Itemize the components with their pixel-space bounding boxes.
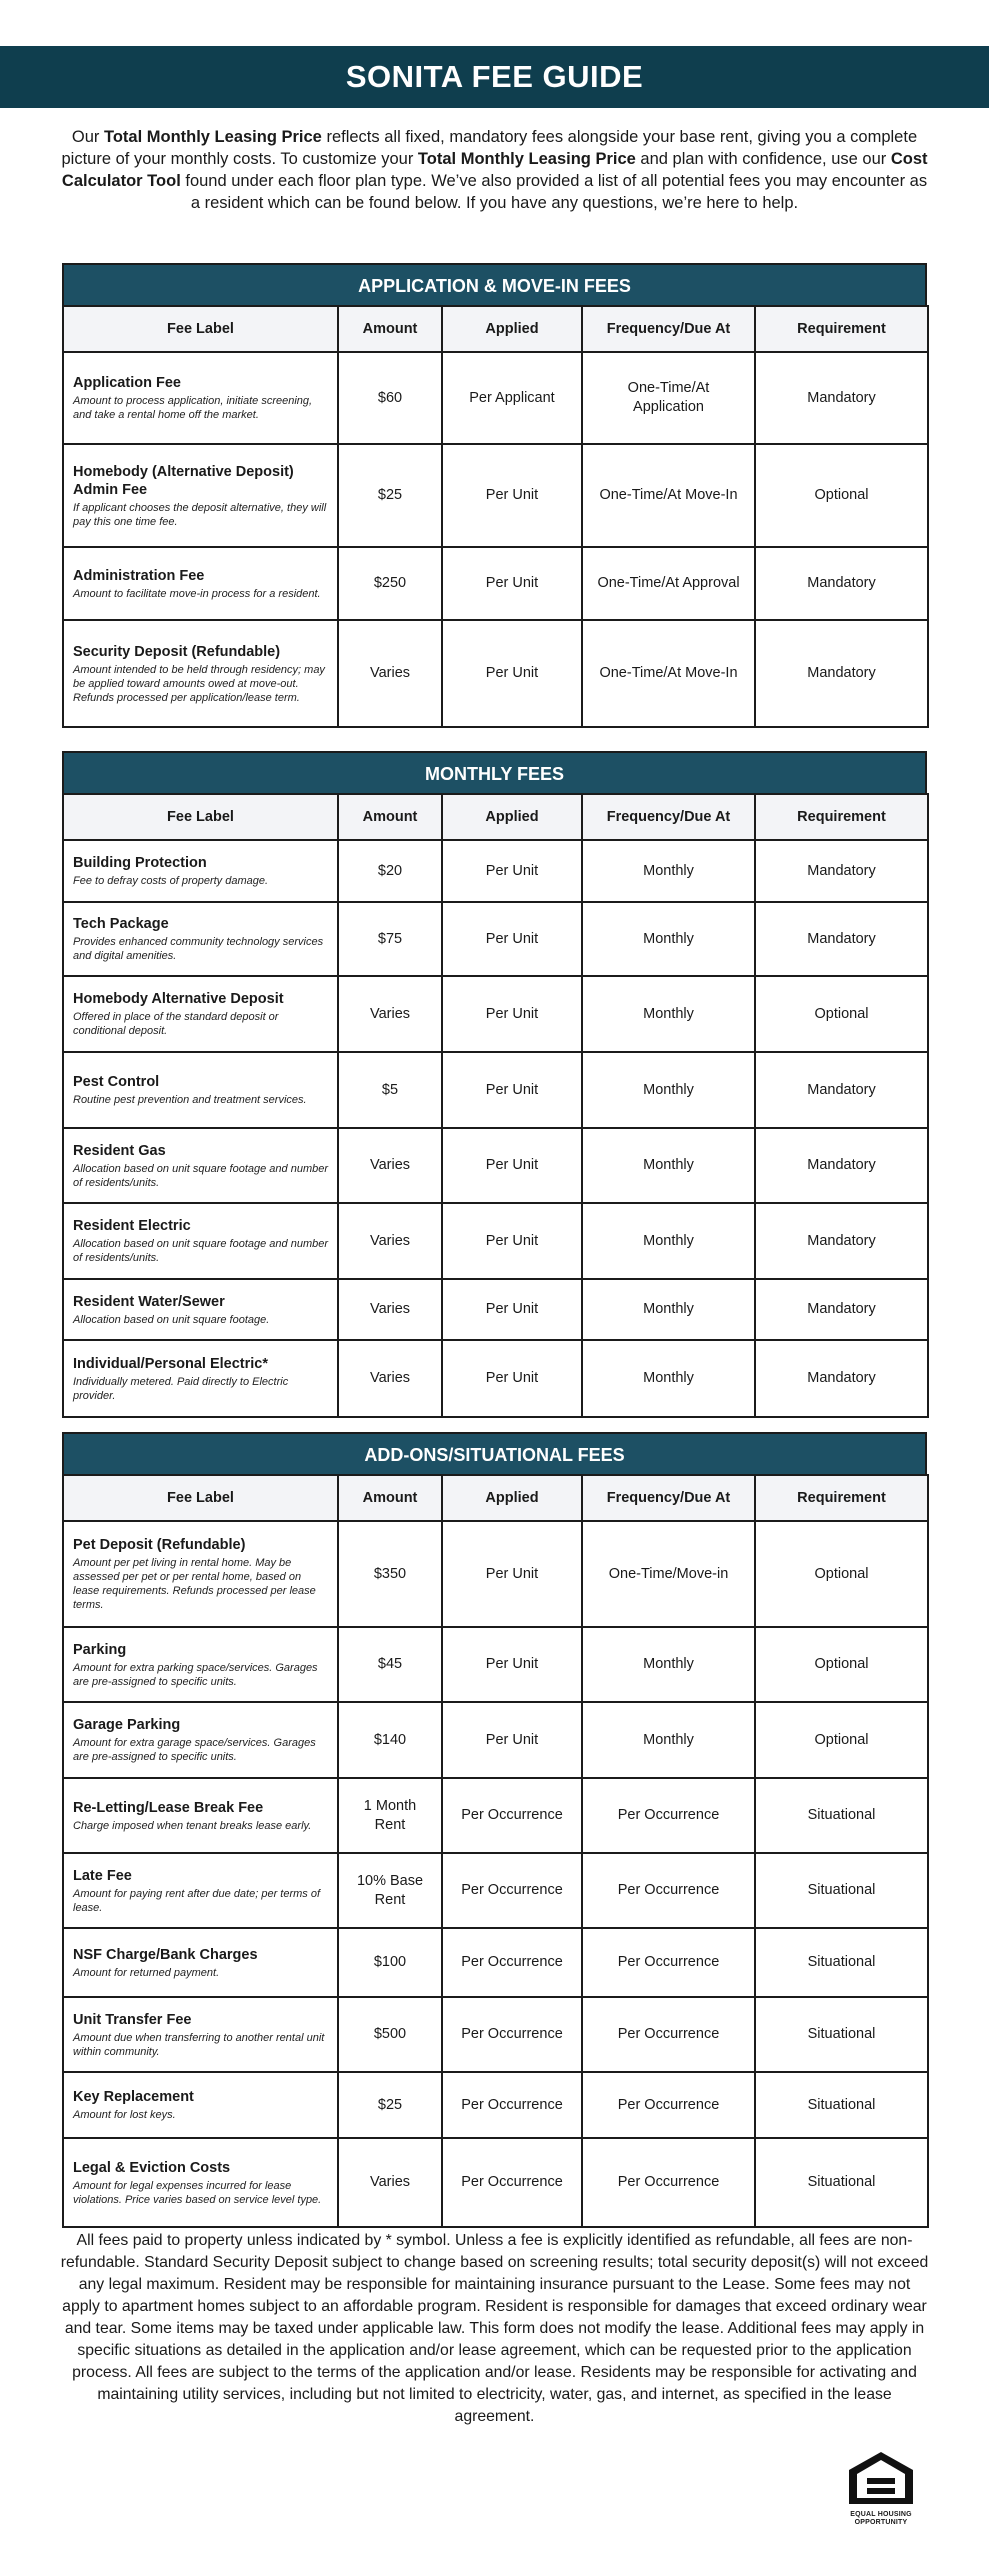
fee-frequency: One-Time/Move-in <box>608 1565 729 1582</box>
fee-applied-cell <box>442 1521 582 1627</box>
fee-label-cell <box>63 1997 338 2072</box>
fee-requirement-cell <box>755 976 928 1052</box>
fee-requirement-cell <box>755 1279 928 1340</box>
fee-requirement: Optional <box>814 1005 869 1022</box>
fee-description: Provides enhanced community technology services and digital amenities. <box>73 936 324 962</box>
logo-caption-2: OPPORTUNITY <box>854 2519 908 2526</box>
fee-description: Routine pest prevention and treatment services. <box>73 1094 307 1106</box>
fee-amount: $75 <box>377 930 403 947</box>
fee-applied-cell <box>442 1853 582 1928</box>
fee-amount: $25 <box>377 2096 403 2113</box>
fee-frequency-cell <box>582 840 755 902</box>
fee-applied: Per Occurrence <box>461 2174 563 2190</box>
fee-requirement-cell <box>755 1928 928 1997</box>
page-title: SONITA FEE GUIDE <box>345 59 644 94</box>
fee-frequency: Monthly <box>643 1005 694 1022</box>
fee-requirement: Situational <box>807 1954 876 1970</box>
fee-amount: $100 <box>373 1954 407 1970</box>
fee-amount-cell <box>338 1052 442 1128</box>
fee-name: Individual/Personal Electric* <box>73 1355 269 1372</box>
fee-name: NSF Charge/Bank Charges <box>73 1946 258 1963</box>
fee-applied-cell <box>442 1627 582 1702</box>
fee-label-cell <box>63 976 338 1052</box>
column-header-row <box>63 1475 928 1521</box>
table-row <box>63 1128 928 1203</box>
section-monthly-fees <box>62 751 927 1418</box>
fee-frequency: Monthly <box>643 1656 694 1672</box>
fee-amount: Varies <box>369 1157 411 1173</box>
fee-name: Pest Control <box>73 1074 160 1090</box>
fee-label-cell <box>63 1052 338 1128</box>
fee-amount: $20 <box>377 862 403 879</box>
fee-label-cell <box>63 1203 338 1279</box>
table-row <box>63 1997 928 2072</box>
fee-frequency: One-Time/At Move-In <box>599 665 738 681</box>
fee-requirement-cell <box>755 1997 928 2072</box>
fee-name: Homebody (Alternative Deposit) Admin Fee <box>73 463 294 498</box>
fee-requirement-cell <box>755 1853 928 1928</box>
table-row <box>63 1778 928 1853</box>
column-header-label: Fee Label <box>63 1475 338 1521</box>
intro-paragraph <box>58 126 931 214</box>
fee-frequency: Per Occurrence <box>617 1954 720 1970</box>
fee-amount: Varies <box>369 1232 411 1249</box>
fee-requirement: Optional <box>814 1565 869 1582</box>
fee-description: Amount per pet living in rental home. May be assessed per pet or per rental home, based on lease requirements. Refunds processed per lease terms. <box>73 1557 316 1611</box>
table-row <box>63 2138 928 2227</box>
section-add-ons-situational <box>62 1432 927 2228</box>
fee-name: Administration Fee <box>73 567 205 584</box>
equal-housing-logo <box>843 2450 919 2526</box>
table-row <box>63 1928 928 1997</box>
fee-name: Garage Parking <box>73 1717 181 1733</box>
table-row <box>63 976 928 1052</box>
fee-requirement-cell <box>755 1627 928 1702</box>
fee-frequency: Monthly <box>643 930 694 947</box>
table-row <box>63 2072 928 2138</box>
intro-bold-1: Total Monthly Leasing Price <box>103 128 322 146</box>
section-application-move-in <box>62 263 927 728</box>
fee-applied: Per Applicant <box>469 389 555 406</box>
fee-amount-cell <box>338 352 442 444</box>
fee-requirement: Mandatory <box>807 1370 876 1386</box>
fee-frequency-cell <box>582 1128 755 1203</box>
fee-applied: Per Occurrence <box>461 2026 563 2042</box>
fee-requirement: Mandatory <box>807 862 876 879</box>
fee-name: Homebody Alternative Deposit <box>73 991 284 1007</box>
fee-name: Key Replacement <box>73 2089 194 2105</box>
fee-table <box>62 1474 929 2228</box>
column-header-frequency: Frequency/Due At <box>582 306 755 352</box>
fee-frequency: Monthly <box>643 1081 694 1098</box>
fee-applied-cell <box>442 1052 582 1128</box>
fee-amount: $500 <box>373 2026 407 2042</box>
fee-requirement: Mandatory <box>807 1081 876 1098</box>
fee-name: Pet Deposit (Refundable) <box>73 1537 246 1553</box>
fee-frequency: One-Time/At Approval <box>597 575 740 591</box>
table-row <box>63 1203 928 1279</box>
fee-frequency: Monthly <box>643 1731 694 1748</box>
fee-amount-cell <box>338 1778 442 1853</box>
fee-amount-cell <box>338 1627 442 1702</box>
fee-applied: Per Occurrence <box>461 1954 563 1970</box>
fee-requirement: Situational <box>807 1807 876 1823</box>
fee-description: Allocation based on unit square footage. <box>73 1313 270 1326</box>
fee-amount: $140 <box>373 1731 407 1748</box>
fee-applied: Per Unit <box>485 665 539 681</box>
fee-name: Resident Water/Sewer <box>73 1293 225 1310</box>
table-row <box>63 840 928 902</box>
fee-amount: Varies <box>369 1301 411 1317</box>
fee-applied: Per Unit <box>485 1005 539 1022</box>
fee-requirement-cell <box>755 620 928 727</box>
fee-amount-cell <box>338 1128 442 1203</box>
fee-frequency-cell <box>582 1928 755 1997</box>
fee-applied: Per Unit <box>485 1081 539 1098</box>
fee-requirement: Mandatory <box>807 1301 876 1317</box>
fee-amount: $5 <box>381 1081 399 1098</box>
fee-description: Individually metered. Paid directly to Electric provider. <box>73 1375 289 1402</box>
fee-requirement-cell <box>755 2072 928 2138</box>
fee-name: Legal & Eviction Costs <box>73 2159 231 2176</box>
column-header-applied: Applied <box>442 794 582 840</box>
fee-amount-cell <box>338 1203 442 1279</box>
intro-text-1: Our <box>71 128 104 146</box>
fee-requirement: Mandatory <box>807 1232 876 1249</box>
fee-amount-cell <box>338 1702 442 1778</box>
fee-applied-cell <box>442 902 582 976</box>
fee-description: Fee to defray costs of property damage. <box>73 875 269 887</box>
fee-applied: Per Unit <box>485 1301 539 1317</box>
fee-amount-cell <box>338 1853 442 1928</box>
fee-applied-cell <box>442 1279 582 1340</box>
fee-applied-cell <box>442 1702 582 1778</box>
fee-frequency-cell <box>582 1521 755 1627</box>
fee-frequency-cell <box>582 1203 755 1279</box>
fee-amount-cell <box>338 547 442 620</box>
section-title: ADD-ONS/SITUATIONAL FEES <box>62 1432 927 1474</box>
section-title: MONTHLY FEES <box>62 751 927 793</box>
fee-amount: $45 <box>377 1656 403 1672</box>
fee-applied-cell <box>442 1997 582 2072</box>
fee-requirement: Situational <box>807 2174 876 2190</box>
fee-name: Unit Transfer Fee <box>73 2011 192 2028</box>
fee-requirement: Situational <box>807 1882 876 1898</box>
column-header-requirement: Requirement <box>755 794 928 840</box>
table-row <box>63 352 928 444</box>
fee-applied: Per Unit <box>485 1656 539 1672</box>
column-header-label: Fee Label <box>63 306 338 352</box>
logo-caption-1: EQUAL HOUSING <box>850 2511 912 2518</box>
fee-requirement-cell <box>755 1128 928 1203</box>
table-row <box>63 1279 928 1340</box>
fee-label-cell <box>63 444 338 547</box>
fee-amount: $25 <box>377 487 403 503</box>
column-header-applied: Applied <box>442 306 582 352</box>
fee-label-cell <box>63 1340 338 1417</box>
fee-name: Resident Gas <box>73 1142 166 1159</box>
fee-amount: Varies <box>369 2174 411 2190</box>
fee-frequency-cell <box>582 1340 755 1417</box>
fee-applied: Per Occurrence <box>461 1807 563 1823</box>
fee-requirement-cell <box>755 1778 928 1853</box>
fee-description: Amount due when transferring to another rental unit within community. <box>73 2031 325 2058</box>
fee-label-cell <box>63 1853 338 1928</box>
disclaimer-text: All fees paid to property unless indicated by * symbol. Unless a fee is explicitly identified as refundable, all fees are non-refundable. Standard Security Deposit subject to change based on screening results; total security deposit(s) will not exceed any legal maximum. Resident may be responsible for maintaining insurance pursuant to the Lease. Some fees may not apply to apartment homes subject to an affordable program. Resident is responsible for damages that exceed ordinary wear and tear. Some items may be taxed under applicable law. This form does not modify the lease. Additional fees may apply in specific situations as detailed in the application and/or lease agreement, which can be requested prior to the application process. All fees are subject to the terms of the application and/or lease. Residents may be responsible for activating and maintaining utility services, including but not limited to electricity, water, gas, and internet, as specified in the lease agreement. <box>60 2232 929 2425</box>
fee-applied-cell <box>442 547 582 620</box>
fee-frequency-cell <box>582 1778 755 1853</box>
fee-requirement-cell <box>755 1203 928 1279</box>
fee-label-cell <box>63 902 338 976</box>
table-row <box>63 1853 928 1928</box>
fee-amount-cell <box>338 1340 442 1417</box>
fee-description: Amount for paying rent after due date; per terms of lease. <box>73 1887 321 1914</box>
fee-name: Resident Electric <box>73 1218 191 1234</box>
column-header-amount: Amount <box>338 1475 442 1521</box>
fee-frequency: Per Occurrence <box>617 1882 720 1898</box>
fee-label-cell <box>63 840 338 902</box>
fee-frequency-cell <box>582 1279 755 1340</box>
fee-amount: $60 <box>377 389 403 406</box>
fee-label-cell <box>63 352 338 444</box>
fee-label-cell <box>63 1928 338 1997</box>
fee-frequency-cell <box>582 2072 755 2138</box>
fee-applied-cell <box>442 1928 582 1997</box>
fee-amount: Varies <box>369 665 411 681</box>
table-row <box>63 444 928 547</box>
fee-frequency-cell <box>582 902 755 976</box>
intro-text-4: found under each floor plan type. We’ve also provided a list of all potential fees you may encounter as a resident which can be found below. If you have any questions, we’re here to help. <box>180 172 928 212</box>
fee-table <box>62 793 929 1418</box>
fee-requirement: Mandatory <box>807 665 876 681</box>
fee-name: Tech Package <box>73 916 169 932</box>
fee-amount-cell <box>338 1928 442 1997</box>
fee-description: Allocation based on unit square footage and number of residents/units. <box>73 1238 329 1264</box>
fee-frequency: Monthly <box>643 1301 694 1317</box>
table-row <box>63 547 928 620</box>
fee-description: Amount to facilitate move-in process for a resident. <box>73 587 321 600</box>
fee-requirement-cell <box>755 1702 928 1778</box>
column-header-row <box>63 794 928 840</box>
fee-amount-cell <box>338 976 442 1052</box>
fee-frequency-cell <box>582 2138 755 2227</box>
fee-frequency: Monthly <box>643 1232 694 1249</box>
fee-applied: Per Unit <box>485 1232 539 1249</box>
fee-amount-cell <box>338 1997 442 2072</box>
fee-requirement-cell <box>755 1340 928 1417</box>
fee-description: Allocation based on unit square footage and number of residents/units. <box>73 1162 329 1189</box>
fee-applied: Per Unit <box>485 1565 539 1582</box>
table-row <box>63 1702 928 1778</box>
fee-requirement-cell <box>755 2138 928 2227</box>
fee-label-cell <box>63 1128 338 1203</box>
fee-description: If applicant chooses the deposit alternative, they will pay this one time fee. <box>73 501 327 528</box>
fee-requirement: Mandatory <box>807 389 876 406</box>
fee-name: Late Fee <box>73 1867 132 1884</box>
intro-bold-2: Total Monthly Leasing Price <box>417 150 636 168</box>
fee-applied: Per Unit <box>485 487 539 503</box>
fee-frequency-cell <box>582 444 755 547</box>
fee-amount-cell <box>338 902 442 976</box>
fee-amount-cell <box>338 840 442 902</box>
fee-amount-cell <box>338 1521 442 1627</box>
fee-applied: Per Occurrence <box>461 2096 563 2113</box>
fee-amount-cell <box>338 2138 442 2227</box>
fee-label-cell <box>63 1279 338 1340</box>
fee-amount: Varies <box>369 1370 411 1386</box>
fee-applied: Per Unit <box>485 575 539 591</box>
fee-amount: $350 <box>373 1565 407 1582</box>
fee-applied-cell <box>442 2072 582 2138</box>
fee-frequency: One-Time/At Application <box>627 380 710 415</box>
table-row <box>63 902 928 976</box>
fee-table <box>62 305 929 728</box>
fee-requirement-cell <box>755 1521 928 1627</box>
fee-amount-cell <box>338 2072 442 2138</box>
intro-bold-3: Cost Calculator Tool <box>61 150 928 190</box>
fee-amount-cell <box>338 1279 442 1340</box>
fee-requirement: Optional <box>814 1656 869 1672</box>
column-header-amount: Amount <box>338 306 442 352</box>
fee-applied-cell <box>442 2138 582 2227</box>
column-header-amount: Amount <box>338 794 442 840</box>
equal-housing-icon <box>845 2450 917 2506</box>
fee-amount: 10% Base Rent <box>356 1872 424 1908</box>
fee-requirement-cell <box>755 352 928 444</box>
fee-frequency-cell <box>582 1702 755 1778</box>
fee-applied-cell <box>442 620 582 727</box>
table-row <box>63 1627 928 1702</box>
column-header-requirement: Requirement <box>755 1475 928 1521</box>
fee-frequency: Monthly <box>643 1370 694 1386</box>
fee-frequency-cell <box>582 1997 755 2072</box>
fee-description: Charge imposed when tenant breaks lease early. <box>73 1819 312 1832</box>
fee-description: Amount to process application, initiate screening, and take a rental home off the market. <box>73 395 313 421</box>
column-header-label: Fee Label <box>63 794 338 840</box>
fee-frequency: Per Occurrence <box>617 2026 720 2042</box>
fee-applied-cell <box>442 976 582 1052</box>
fee-frequency: One-Time/At Move-In <box>599 487 738 503</box>
fee-name: Security Deposit (Refundable) <box>73 643 281 660</box>
table-row <box>63 1521 928 1627</box>
column-header-applied: Applied <box>442 1475 582 1521</box>
fee-name: Building Protection <box>73 855 207 871</box>
fee-requirement-cell <box>755 547 928 620</box>
fee-frequency-cell <box>582 1627 755 1702</box>
fee-label-cell <box>63 2072 338 2138</box>
fee-frequency: Monthly <box>643 1157 694 1173</box>
column-header-frequency: Frequency/Due At <box>582 1475 755 1521</box>
intro-text-2: reflects all fixed, mandatory fees alongside your base rent, giving you a complete picture of your monthly costs. To customize your <box>61 128 918 168</box>
fee-frequency-cell <box>582 547 755 620</box>
fee-amount: 1 Month Rent <box>363 1797 417 1833</box>
fee-label-cell <box>63 1627 338 1702</box>
fee-frequency-cell <box>582 1052 755 1128</box>
fee-amount-cell <box>338 444 442 547</box>
fee-frequency-cell <box>582 1853 755 1928</box>
fee-description: Amount for legal expenses incurred for lease violations. Price varies based on service level type. <box>73 2179 322 2206</box>
title-bar <box>0 46 989 108</box>
fee-applied: Per Occurrence <box>461 1882 563 1898</box>
fee-requirement: Mandatory <box>807 575 876 591</box>
fee-requirement: Optional <box>814 487 869 503</box>
fee-description: Offered in place of the standard deposit or conditional deposit. <box>73 1011 279 1037</box>
fee-description: Amount for lost keys. <box>73 2109 176 2121</box>
fee-frequency-cell <box>582 620 755 727</box>
column-header-frequency: Frequency/Due At <box>582 794 755 840</box>
fee-label-cell <box>63 1521 338 1627</box>
intro-text-3: and plan with confidence, use our <box>635 150 891 168</box>
fee-label-cell <box>63 2138 338 2227</box>
table-row <box>63 1052 928 1128</box>
fee-description: Amount for extra parking space/services. Garages are pre-assigned to specific units. <box>73 1661 318 1688</box>
fee-name: Re-Letting/Lease Break Fee <box>73 1799 264 1816</box>
fee-description: Amount intended to be held through residency; may be applied toward amounts owed at move-out. Refunds processed per application/lease term. <box>73 663 325 704</box>
fee-frequency-cell <box>582 976 755 1052</box>
section-title: APPLICATION & MOVE-IN FEES <box>62 263 927 305</box>
fee-requirement: Mandatory <box>807 1157 876 1173</box>
fee-amount: $250 <box>373 575 407 591</box>
fee-applied-cell <box>442 840 582 902</box>
fee-requirement-cell <box>755 444 928 547</box>
fee-applied-cell <box>442 1340 582 1417</box>
fee-description: Amount for returned payment. <box>73 1966 220 1979</box>
fee-amount: Varies <box>369 1005 411 1022</box>
fee-applied: Per Unit <box>485 930 539 947</box>
fee-requirement-cell <box>755 1052 928 1128</box>
table-row <box>63 1340 928 1417</box>
fee-description: Amount for extra garage space/services. Garages are pre-assigned to specific units. <box>73 1737 316 1763</box>
fee-requirement: Optional <box>814 1731 869 1748</box>
fee-frequency-cell <box>582 352 755 444</box>
fee-applied: Per Unit <box>485 1370 539 1386</box>
fee-requirement-cell <box>755 840 928 902</box>
fee-applied-cell <box>442 352 582 444</box>
table-row <box>63 620 928 727</box>
fee-applied-cell <box>442 1203 582 1279</box>
fee-applied-cell <box>442 1128 582 1203</box>
fee-name: Application Fee <box>73 375 181 391</box>
fee-requirement: Situational <box>807 2026 876 2042</box>
fee-applied: Per Unit <box>485 1731 539 1748</box>
fee-frequency: Per Occurrence <box>617 2174 720 2190</box>
fee-applied: Per Unit <box>485 862 539 879</box>
fee-applied: Per Unit <box>485 1157 539 1173</box>
fee-label-cell <box>63 1778 338 1853</box>
fee-requirement-cell <box>755 902 928 976</box>
fee-requirement: Mandatory <box>807 930 876 947</box>
fee-amount-cell <box>338 620 442 727</box>
fee-label-cell <box>63 620 338 727</box>
fee-label-cell <box>63 1702 338 1778</box>
column-header-requirement: Requirement <box>755 306 928 352</box>
fee-applied-cell <box>442 444 582 547</box>
fee-name: Parking <box>73 1641 127 1658</box>
fee-frequency: Monthly <box>643 862 694 879</box>
fee-label-cell <box>63 547 338 620</box>
fee-applied-cell <box>442 1778 582 1853</box>
column-header-row <box>63 306 928 352</box>
fee-frequency: Per Occurrence <box>617 1807 720 1823</box>
fee-requirement: Situational <box>807 2096 876 2113</box>
fee-frequency: Per Occurrence <box>617 2096 720 2113</box>
